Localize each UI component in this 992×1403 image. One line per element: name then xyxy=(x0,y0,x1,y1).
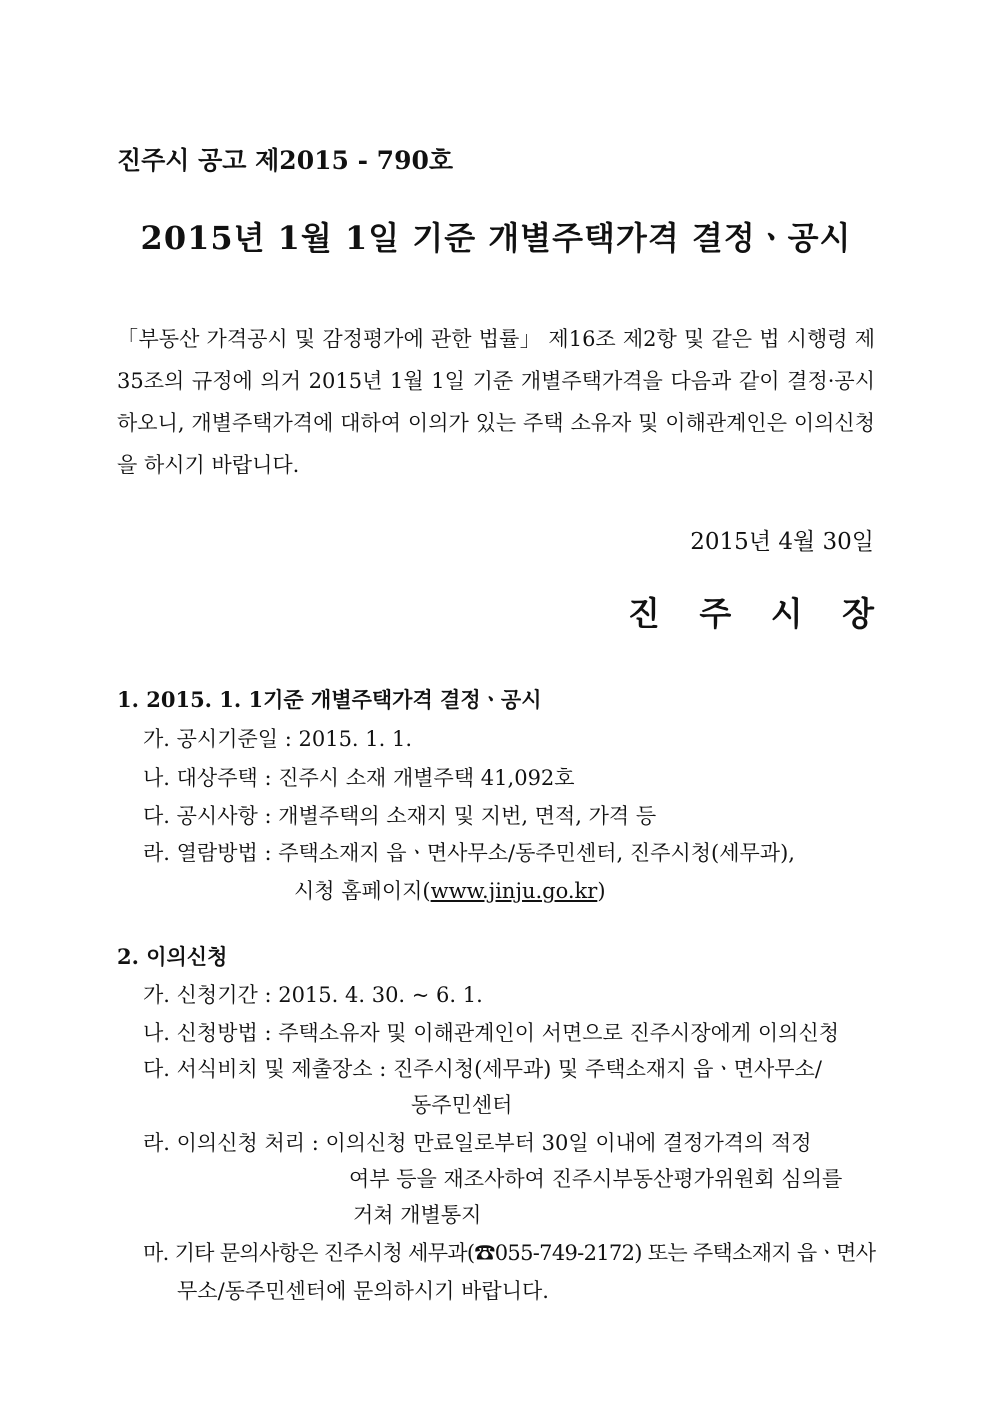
homepage-close-paren: ) xyxy=(597,879,606,903)
notice-body: 「부동산 가격공시 및 감정평가에 관한 법률」 제16조 제2항 및 같은 법 시행령 제35조의 규정에 의거 2015년 1월 1일 기준 개별주택가격을 다음과 같이 결정·공시하오니, 개별주택가격에 대하여 이의가 있는 주택 소유자 및 이해관계인은 이의신청을 하시기 바랍니다. xyxy=(117,327,875,477)
page-title: 2015년 1월 1일 기준 개별주택가격 결정ㆍ공시 xyxy=(140,219,852,257)
section1-item-b: 나. 대상주택 : 진주시 소재 개별주택 41,092호 xyxy=(143,766,575,790)
section2-item-b: 나. 신청방법 : 주택소유자 및 이해관계인이 서면으로 진주시장에게 이의신청 xyxy=(143,1021,840,1045)
homepage-link[interactable]: www.jinju.go.kr xyxy=(430,879,598,903)
section2-item-e: 마. 기타 문의사항은 진주시청 세무과(☎055-749-2172) 또는 주택소재지 읍ㆍ면사 xyxy=(143,1241,876,1265)
homepage-label: 시청 홈페이지( xyxy=(294,879,431,903)
section2-heading: 2. 이의신청 xyxy=(117,944,228,969)
section2-item-d-continuation-2: 거쳐 개별통지 xyxy=(353,1203,482,1227)
notice-date: 2015년 4월 30일 xyxy=(690,529,874,555)
section1-item-c: 다. 공시사항 : 개별주택의 소재지 및 지번, 면적, 가격 등 xyxy=(143,804,657,828)
section2-item-a: 가. 신청기간 : 2015. 4. 30. ~ 6. 1. xyxy=(143,983,483,1007)
section2-item-d: 라. 이의신청 처리 : 이의신청 만료일로부터 30일 이내에 결정가격의 적정 xyxy=(143,1131,812,1155)
section1-heading: 1. 2015. 1. 1기준 개별주택가격 결정ㆍ공시 xyxy=(117,687,542,712)
issuer-signature: 진 주 시 장 xyxy=(628,594,888,633)
notice-number: 진주시 공고 제2015 - 790호 xyxy=(117,146,454,175)
section1-item-d: 라. 열람방법 : 주택소재지 읍ㆍ면사무소/동주민센터, 진주시청(세무과), xyxy=(143,841,795,865)
section1-item-d-continuation xyxy=(294,875,606,905)
section2-item-c-continuation: 동주민센터 xyxy=(411,1093,513,1117)
section2-item-c: 다. 서식비치 및 제출장소 : 진주시청(세무과) 및 주택소재지 읍ㆍ면사무소/ xyxy=(143,1057,822,1081)
section2-item-e-continuation: 무소/동주민센터에 문의하시기 바랍니다. xyxy=(177,1279,549,1303)
section2-item-d-continuation-1: 여부 등을 재조사하여 진주시부동산평가위원회 심의를 xyxy=(349,1167,843,1191)
section1-item-a: 가. 공시기준일 : 2015. 1. 1. xyxy=(143,727,413,751)
